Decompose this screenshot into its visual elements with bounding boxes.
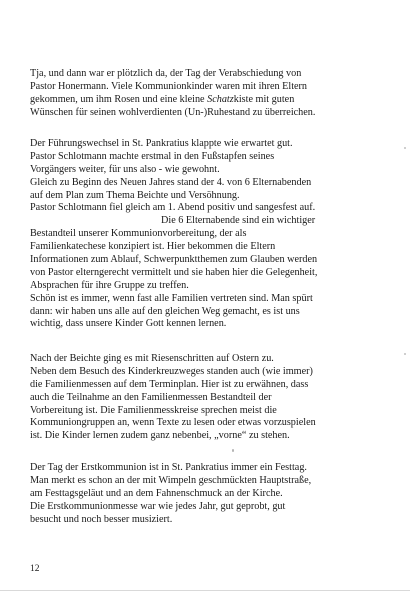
- text-line: Schön ist es immer, wenn fast alle Familien vertreten sind. Man spürt: [30, 292, 313, 304]
- scan-mark: [404, 353, 406, 355]
- text-line: Neben dem Besuch des Kinderkreuzweges standen auch (wie immer): [30, 365, 313, 377]
- text-line: Nach der Beichte ging es mit Riesenschritten auf Ostern zu.: [30, 353, 274, 364]
- text-line: am Festtagsgeläut und an dem Fahnenschmuck an der Kirche.: [30, 487, 283, 499]
- text-line: Pastor Schlotmann fiel gleich am 1. Abend positiv und sangesfest auf.: [30, 202, 316, 214]
- text-line: Kommuniongruppen an, wenn Texte zu lesen oder etwas vorzuspielen: [30, 417, 316, 429]
- text-line: besucht und noch besser musiziert.: [30, 513, 173, 525]
- text-line: Der Tag der Erstkommunion ist in St. Pankratius immer ein Festtag.: [30, 462, 307, 473]
- scan-speck: [232, 449, 234, 452]
- text-line: wichtig, dass unsere Kinder Gott kennen lernen.: [30, 318, 227, 330]
- paragraph-easter-preparation: [30, 353, 390, 443]
- text-line: Tja, und dann war er plötzlich da, der Tag der Verabschiedung von: [30, 68, 302, 79]
- text-line: Der Führungswechsel in St. Pankratius klappte wie erwartet gut.: [30, 138, 293, 149]
- text-line: auch die Teilnahme an den Familienmessen Bestandteil der: [30, 391, 272, 403]
- text-line: Die Erstkommunionmesse war wie jedes Jahr, gut geprobt, gut: [30, 500, 286, 512]
- page-edge-line: [0, 590, 410, 591]
- text-line: Vorbereitung ist. Die Familienmesskreise sprechen meist die: [30, 404, 277, 416]
- text-line: Absprachen für ihre Gruppe zu treffen.: [30, 279, 189, 291]
- text-line: ist. Die Kinder lernen zudem ganz nebenbei, „vorne“ zu stehen.: [30, 430, 290, 442]
- paragraph-first-communion: [30, 462, 390, 526]
- text-line: auf dem Plan zum Thema Beichte und Versöhnung.: [30, 189, 240, 201]
- text-segment: kiste mit guten: [233, 93, 295, 105]
- text-line: Bestandteil unserer Kommunionvorbereitung, der als: [30, 228, 247, 240]
- text-line: Informationen zum Ablauf, Schwerpunktthemen zum Glauben werden: [30, 254, 318, 266]
- text-line: Die 6 Elternabende sind ein wichtiger: [161, 215, 316, 227]
- text-line: Wünschen für seinen wohlverdienten (Un-)Ruhestand zu überreichen.: [30, 106, 316, 118]
- text-line: Gleich zu Beginn des Neuen Jahres stand der 4. von 6 Elternabenden: [30, 176, 312, 188]
- text-line: Pastor Honermann. Viele Kommunionkinder waren mit ihren Eltern: [30, 80, 308, 92]
- paragraph-leadership-change: [30, 138, 390, 331]
- text-line: von Pastor elterngerecht vermittelt und sie haben hier die Gelegenheit,: [30, 266, 318, 278]
- italic-word: Schatz: [207, 93, 234, 105]
- paragraph-farewell: [30, 68, 390, 120]
- text-line: dann: wir haben uns alle auf den gleichen Weg gemacht, es ist uns: [30, 305, 300, 317]
- text-line: Pastor Schlotmann machte erstmal in den Fußstapfen seines: [30, 150, 275, 162]
- text-line: Familienkatechese konzipiert ist. Hier bekommen die Eltern: [30, 241, 276, 253]
- page-number: 12: [30, 564, 40, 574]
- text-line: Vorgängers weiter, für uns also - wie gewohnt.: [30, 163, 220, 175]
- text-line: Man merkt es schon an der mit Wimpeln geschmückten Hauptstraße,: [30, 474, 312, 486]
- scan-mark: [404, 147, 406, 149]
- text-line: die Familienmessen auf dem Terminplan. Hier ist zu erwähnen, dass: [30, 378, 309, 390]
- text-line: [30, 94, 390, 107]
- text-segment: gekommen, um ihm Rosen und eine kleine: [30, 93, 208, 105]
